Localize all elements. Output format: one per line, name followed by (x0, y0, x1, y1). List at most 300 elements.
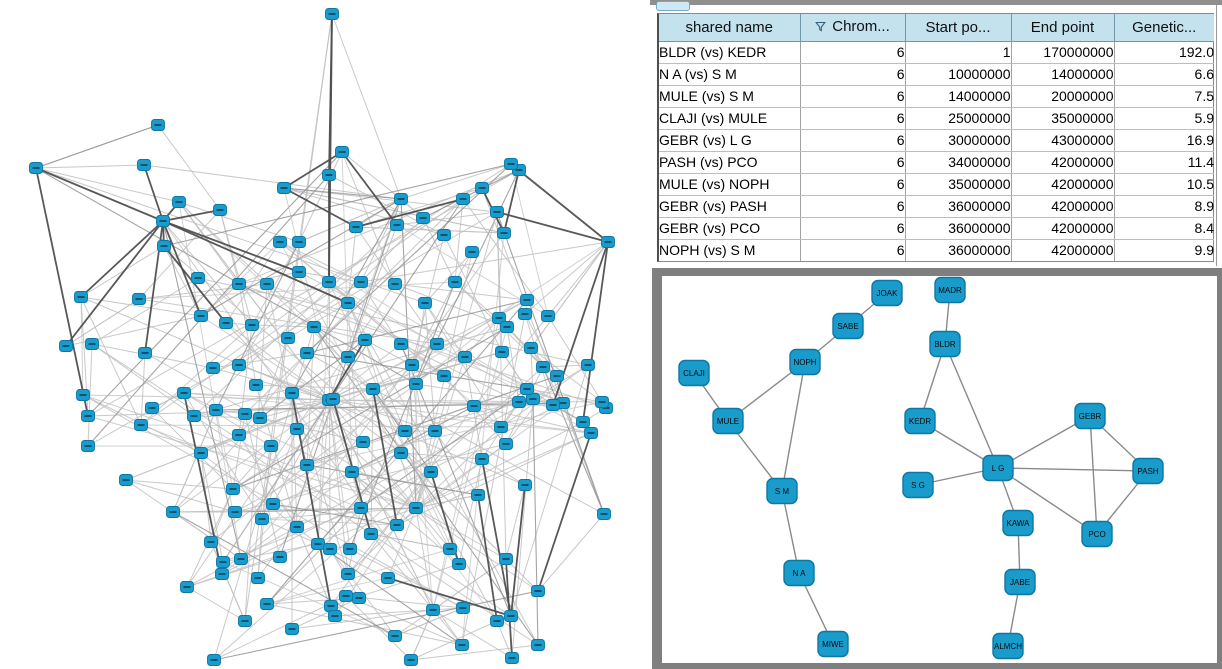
table-cell[interactable]: GEBR (vs) L G (659, 129, 800, 151)
network-edge (348, 303, 538, 645)
table-cell[interactable]: 6 (800, 151, 905, 173)
table-cell[interactable]: 14000000 (1011, 63, 1114, 85)
column-header-shared-name[interactable] (659, 14, 800, 41)
network-edge (482, 459, 511, 616)
table-cell[interactable]: PASH (vs) PCO (659, 151, 800, 173)
column-header-label: shared name (685, 18, 774, 36)
overview-node-kawa[interactable] (1003, 511, 1033, 536)
network-node-label (123, 479, 130, 481)
table-cell[interactable]: 6 (800, 63, 905, 85)
table-cell[interactable]: 8.4 (1114, 217, 1214, 239)
network-node-label (89, 343, 96, 345)
network-node-label (138, 424, 145, 426)
overview-node-label: PCO (1088, 530, 1106, 539)
network-node-label (422, 302, 429, 304)
overview-node-kedr[interactable] (905, 409, 935, 434)
network-node-label (219, 573, 226, 575)
network-node-label (353, 226, 360, 228)
network-edge (144, 165, 401, 199)
network-edge (504, 170, 519, 233)
filter-funnel-icon[interactable] (815, 19, 826, 36)
table-cell[interactable]: MULE (vs) S M (659, 85, 800, 107)
network-node-label (255, 577, 262, 579)
overview-node-label: JOAK (876, 289, 898, 298)
network-node-label (294, 526, 301, 528)
network-node-label (535, 590, 542, 592)
table-cell[interactable]: 170000000 (1011, 41, 1114, 63)
network-node-label (550, 404, 557, 406)
table-cell[interactable]: 20000000 (1011, 85, 1114, 107)
overview-node-l-g[interactable] (983, 456, 1013, 481)
network-node-label (141, 164, 148, 166)
overview-node-miwe[interactable] (818, 632, 848, 657)
network-node-label (398, 452, 405, 454)
network-node-label (195, 277, 202, 279)
table-cell[interactable]: 10000000 (905, 63, 1011, 85)
network-node-label (184, 586, 191, 588)
network-node-label (289, 392, 296, 394)
table-cell[interactable]: 34000000 (905, 151, 1011, 173)
network-node-label (394, 524, 401, 526)
network-node-label (524, 299, 531, 301)
network-node-label (326, 281, 333, 283)
network-node-label (332, 615, 339, 617)
overview-node-label: ALMCH (993, 642, 1023, 651)
table-cell[interactable]: 9.9 (1194, 242, 1214, 259)
network-edge (506, 485, 525, 559)
table-cell[interactable]: 1 (905, 41, 1011, 63)
overview-node-label: SABE (837, 322, 859, 331)
network-edge (36, 165, 144, 168)
network-node-label (508, 615, 515, 617)
network-node-label (281, 187, 288, 189)
network-node-label (347, 548, 354, 550)
overview-node-label: S G (911, 481, 925, 490)
network-node-label (236, 434, 243, 436)
network-node-label (398, 343, 405, 345)
table-cell[interactable]: 43000000 (1011, 129, 1114, 151)
column-header-label: Genetic... (1132, 18, 1197, 36)
network-node-label (304, 352, 311, 354)
overview-node-label: MULE (716, 417, 740, 426)
network-node-label (217, 209, 224, 211)
column-header-label: Start po... (925, 18, 991, 36)
overview-node-label: NOPH (793, 358, 817, 367)
network-node-label (160, 220, 167, 222)
overview-network-frame (652, 268, 1222, 669)
network-node-label (85, 445, 92, 447)
network-node-label (142, 352, 149, 354)
network-node-label (471, 405, 478, 407)
network-node-label (161, 245, 168, 247)
network-node-label (356, 597, 363, 599)
overview-edge-l-g-pash (998, 468, 1148, 471)
network-node-label (462, 356, 469, 358)
network-edge (187, 587, 245, 621)
overview-edge-noph-s-m (782, 362, 805, 491)
network-node-label (392, 635, 399, 637)
network-node-label (277, 241, 284, 243)
column-header-label: End point (1030, 18, 1095, 36)
table-row[interactable] (659, 85, 1214, 107)
network-node-label (285, 337, 292, 339)
table-panel-tab-chip[interactable] (656, 1, 690, 11)
table-row[interactable] (659, 63, 1214, 85)
table-cell[interactable]: 16.9 (1114, 129, 1214, 151)
network-node-label (441, 234, 448, 236)
network-edge (361, 242, 608, 282)
network-node-label (80, 394, 87, 396)
network-node-label (475, 494, 482, 496)
table-cell[interactable]: 6.6 (1114, 63, 1214, 85)
table-row[interactable] (659, 195, 1214, 217)
table-cell[interactable]: 14000000 (905, 85, 1011, 107)
table-right-divider (1216, 5, 1217, 266)
network-edge (158, 125, 220, 210)
network-node-label (304, 464, 311, 466)
overview-node-joak[interactable] (872, 281, 902, 306)
table-cell[interactable]: 42000000 (1011, 151, 1114, 173)
overview-node-n-a[interactable] (784, 561, 814, 586)
overview-network-panel[interactable] (662, 276, 1217, 663)
overview-node-label: CLAJI (683, 369, 705, 378)
network-node-label (311, 326, 318, 328)
network-node-label (394, 224, 401, 226)
network-node-label (402, 430, 409, 432)
column-header-label: Chrom... (832, 18, 890, 36)
table-row[interactable] (659, 107, 1214, 129)
network-node-label (242, 620, 249, 622)
network-node-label (504, 326, 511, 328)
network-node-label (524, 388, 531, 390)
network-node-label (327, 548, 334, 550)
network-edge (126, 480, 241, 559)
network-node-label (360, 441, 367, 443)
network-edge (342, 152, 397, 225)
network-node-label (358, 507, 365, 509)
table-cell[interactable]: 35000000 (1011, 107, 1114, 129)
network-node-label (170, 511, 177, 513)
network-node-label (155, 124, 162, 126)
network-node-label (605, 241, 612, 243)
network-edge (511, 164, 608, 242)
table-cell[interactable]: N A (vs) S M (659, 63, 800, 85)
table-cell[interactable]: 5.9 (1114, 107, 1214, 129)
table-row[interactable] (659, 217, 1214, 239)
table-cell[interactable]: 6 (800, 195, 905, 217)
table-cell[interactable]: 6 (800, 239, 905, 261)
network-node-label (494, 211, 501, 213)
network-edge (92, 278, 198, 344)
table-cell[interactable]: 6 (800, 217, 905, 239)
network-node-label (413, 383, 420, 385)
network-node-label (358, 281, 365, 283)
network-node-label (198, 452, 205, 454)
network-node-label (408, 659, 415, 661)
overview-node-label: N A (792, 569, 806, 578)
network-node-label (339, 151, 346, 153)
network-edge (548, 316, 602, 402)
network-node-label (63, 345, 70, 347)
table-cell[interactable]: 42000000 (1011, 239, 1114, 261)
network-node-label (242, 413, 249, 415)
network-node-label (85, 415, 92, 417)
table-panel-top-strip (650, 0, 1222, 5)
overview-node-pash[interactable] (1133, 459, 1163, 484)
network-node-label (535, 644, 542, 646)
overview-node-almch[interactable] (993, 634, 1023, 659)
network-node-label (349, 471, 356, 473)
network-node-label (294, 428, 301, 430)
network-node-label (236, 283, 243, 285)
network-edge (416, 508, 433, 610)
network-node-label (270, 503, 277, 505)
network-node-label (259, 518, 266, 520)
column-header-start-po[interactable] (905, 14, 1011, 41)
table-cell[interactable]: 6 (800, 173, 905, 195)
network-edge (144, 165, 163, 221)
network-node-label (460, 607, 467, 609)
network-node-label (528, 347, 535, 349)
network-node-label (599, 401, 606, 403)
network-node-label (530, 398, 537, 400)
network-node-label (432, 430, 439, 432)
network-node-label (315, 543, 322, 545)
table-cell[interactable]: 6 (800, 85, 905, 107)
network-edge (81, 246, 164, 297)
overview-node-label: KAWA (1006, 519, 1030, 528)
network-node-label (230, 488, 237, 490)
table-cell[interactable]: 30000000 (905, 129, 1011, 151)
network-node-label (385, 577, 392, 579)
table-cell[interactable]: 25000000 (905, 107, 1011, 129)
network-node-label (264, 603, 271, 605)
network-node-label (213, 409, 220, 411)
network-edge (401, 164, 511, 199)
network-node-label (370, 388, 377, 390)
overview-edge-bldr-l-g (945, 344, 998, 468)
network-node-label (345, 356, 352, 358)
table-cell[interactable]: 6 (800, 41, 905, 63)
network-node-label (223, 322, 230, 324)
network-node-label (268, 445, 275, 447)
network-node-label (460, 198, 467, 200)
network-node-label (236, 364, 243, 366)
network-edge (538, 514, 604, 591)
network-node-label (210, 367, 217, 369)
overview-node-s-g[interactable] (903, 473, 933, 498)
network-node-label (238, 558, 245, 560)
network-node-label (509, 657, 516, 659)
network-node-label (78, 296, 85, 298)
network-node-label (499, 351, 506, 353)
network-node-label (296, 241, 303, 243)
network-node-label (232, 511, 239, 513)
table-cell[interactable]: 42000000 (1011, 217, 1114, 239)
network-node-label (198, 315, 205, 317)
network-node-label (430, 609, 437, 611)
network-node-label (588, 432, 595, 434)
edge-attribute-table (659, 14, 1214, 261)
network-edge (538, 433, 591, 591)
overview-node-madr[interactable] (935, 278, 965, 303)
table-cell[interactable]: 36000000 (905, 195, 1011, 217)
table-row[interactable] (659, 151, 1214, 173)
network-node-label (420, 217, 427, 219)
network-node-label (289, 628, 296, 630)
network-node-label (498, 426, 505, 428)
table-cell[interactable]: 192.0 (1114, 41, 1214, 63)
overview-node-mule[interactable] (713, 409, 743, 434)
table-cell[interactable]: 11.4 (1114, 151, 1214, 173)
table-cell[interactable]: 42000000 (1011, 173, 1114, 195)
overview-edge-gebr-pco (1090, 416, 1097, 534)
network-node-label (479, 458, 486, 460)
network-node-label (257, 417, 264, 419)
overview-node-noph[interactable] (790, 350, 820, 375)
network-node-label (362, 339, 369, 341)
network-edge (139, 210, 220, 299)
network-node-label (398, 198, 405, 200)
table-cell[interactable]: 8.9 (1114, 195, 1214, 217)
network-node-label (580, 421, 587, 423)
network-edge (511, 485, 525, 616)
overview-node-label: MADR (938, 286, 962, 295)
network-node-label (253, 384, 260, 386)
network-node-label (508, 163, 515, 165)
table-row[interactable] (659, 41, 1214, 63)
network-node-label (447, 548, 454, 550)
table-cell[interactable]: BLDR (vs) KEDR (659, 41, 800, 63)
network-node-label (249, 324, 256, 326)
table-cell[interactable]: 7.5 (1114, 85, 1214, 107)
table-cell[interactable]: 36000000 (905, 217, 1011, 239)
table-cell[interactable]: CLAJI (vs) MULE (659, 107, 800, 129)
table-cell[interactable]: 42000000 (1011, 195, 1114, 217)
overview-node-label: PASH (1137, 467, 1159, 476)
overview-node-label: JABE (1009, 578, 1031, 587)
table-row[interactable] (659, 129, 1214, 151)
network-node-label (585, 364, 592, 366)
overview-node-bldr[interactable] (930, 332, 960, 357)
network-node-label (503, 558, 510, 560)
network-node-label (560, 402, 567, 404)
table-cell[interactable]: 35000000 (905, 173, 1011, 195)
network-edge (141, 425, 501, 427)
network-node-label (345, 573, 352, 575)
network-node-label (469, 251, 476, 253)
network-edge (36, 168, 163, 221)
overview-node-label: S M (774, 487, 790, 496)
network-node-label (428, 471, 435, 473)
network-node-label (149, 407, 156, 409)
network-node-label (516, 401, 523, 403)
network-node-label (191, 415, 198, 417)
column-header-genetic[interactable] (1114, 14, 1214, 41)
network-node-label (220, 561, 227, 563)
network-edge (92, 344, 511, 616)
network-node-label (181, 392, 188, 394)
table-cell[interactable]: 6 (800, 107, 905, 129)
overview-node-label: MIWE (822, 640, 844, 649)
network-edge (163, 221, 462, 645)
overview-node-s-m[interactable] (767, 479, 797, 504)
network-edge (533, 399, 538, 645)
overview-node-pco[interactable] (1082, 522, 1112, 547)
table-cell[interactable]: MULE (vs) NOPH (659, 173, 800, 195)
network-node-label (409, 364, 416, 366)
table-row[interactable] (659, 173, 1214, 195)
overview-node-label: BLDR (934, 340, 956, 349)
network-node-label (503, 443, 510, 445)
network-node-label (208, 541, 215, 543)
network-node-label (540, 366, 547, 368)
column-header-end-point[interactable] (1011, 14, 1114, 41)
overview-node-label: GEBR (1078, 412, 1102, 421)
network-node-label (554, 375, 561, 377)
network-node-label (33, 167, 40, 169)
network-node-label (136, 298, 143, 300)
table-cell[interactable]: GEBR (vs) PCO (659, 217, 800, 239)
network-node-label (601, 513, 608, 515)
table-cell[interactable]: 36000000 (905, 239, 1011, 261)
network-node-label (328, 605, 335, 607)
network-node-label (522, 313, 529, 315)
network-node-label (479, 187, 486, 189)
overview-node-sabe[interactable] (833, 314, 863, 339)
network-node-label (522, 484, 529, 486)
overview-network-canvas[interactable] (662, 276, 1217, 663)
network-node-label (296, 271, 303, 273)
network-node-label (392, 283, 399, 285)
network-node-label (501, 232, 508, 234)
network-node-label (329, 13, 336, 15)
network-node-label (211, 659, 218, 661)
network-node-label (441, 375, 448, 377)
network-node-label (496, 317, 503, 319)
network-node-label (456, 563, 463, 565)
table-row[interactable] (659, 239, 1214, 261)
overview-node-label: L G (991, 464, 1005, 473)
network-node-label (434, 343, 441, 345)
table-cell[interactable]: 6 (800, 129, 905, 151)
overview-node-jabe[interactable] (1005, 570, 1035, 595)
network-node-label (545, 315, 552, 317)
network-node-label (176, 201, 183, 203)
overview-node-label: KEDR (908, 417, 932, 426)
network-edge (346, 596, 411, 660)
network-node-label (277, 556, 284, 558)
network-node-label (459, 644, 466, 646)
column-header-chrom[interactable] (800, 14, 905, 41)
network-edge (497, 212, 608, 242)
network-node-label (368, 533, 375, 535)
table-cell[interactable]: GEBR (vs) PASH (659, 195, 800, 217)
network-node-label (452, 281, 459, 283)
edge-attribute-table-wrap (657, 13, 1214, 262)
network-node-label (413, 507, 420, 509)
overview-node-claji[interactable] (679, 361, 709, 386)
table-cell[interactable]: NOPH (vs) S M (659, 239, 800, 261)
overview-node-gebr[interactable] (1075, 404, 1105, 429)
network-node-label (345, 302, 352, 304)
network-node-label (264, 283, 271, 285)
network-node-label (326, 174, 333, 176)
network-node-label (343, 595, 350, 597)
network-node-label (494, 620, 501, 622)
network-node-label (330, 398, 337, 400)
table-cell[interactable]: 10.5 (1114, 173, 1214, 195)
